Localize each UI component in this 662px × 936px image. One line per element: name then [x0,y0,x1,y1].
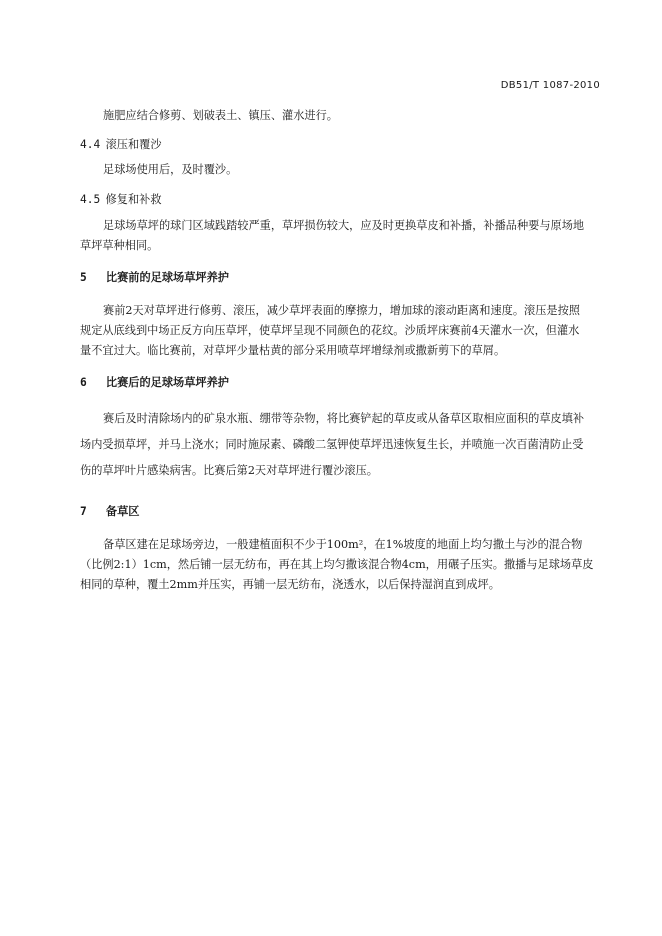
paragraph-line: 备草区建在足球场旁边，一般建植面积不少于100m²，在1%坡度的地面上均匀撒土与沙的混合物 [103,538,583,551]
section-heading-6 [80,374,229,390]
paragraph-line: 赛后及时清除场内的矿泉水瓶、绷带等杂物，将比赛铲起的草皮或从备草区取相应面积的草皮填补 [103,412,585,425]
section-heading-7 [80,503,139,519]
section-title: 滚压和覆沙 [105,138,162,151]
paragraph-line: 规定从底线到中场正反方向压草坪，使草坪呈现不同颜色的花纹。沙质坪床赛前4天灌水一次，但灌水 [80,324,580,337]
section-title: 比赛后的足球场草坪养护 [105,376,229,389]
paragraph-line: 量不宜过大。临比赛前，对草坪少量枯黄的部分采用喷草坪增绿剂或撒新剪下的草屑。 [80,344,506,357]
paragraph-line: 足球场使用后，及时覆沙。 [103,163,238,176]
paragraph-line: 赛前2天对草坪进行修剪、滚压，减少草坪表面的摩擦力，增加球的滚动距离和速度。滚压是按照 [103,304,580,317]
paragraph-line: 草坪草种相同。 [80,239,159,252]
paragraph-line: 相同的草种，覆土2mm并压实，再铺一层无纺布，浇透水，以后保持湿润直到成坪。 [80,578,500,591]
section-title: 备草区 [105,505,140,518]
section-number: 5 [80,271,87,284]
paragraph-line: 足球场草坪的球门区域践踏较严重，草坪损伤较大，应及时更换草皮和补播，补播品种要与原场地 [103,219,585,232]
section-title: 修复和补救 [105,193,162,206]
section-heading-5 [80,269,229,285]
section-heading-4-5 [80,191,162,207]
section-title: 比赛前的足球场草坪养护 [105,271,229,284]
paragraph-line: 场内受损草坪，并马上浇水；同时施尿素、磷酸二氢钾使草坪迅速恢复生长，并喷施一次百菌清防止受 [80,438,584,451]
section-number: 4.4 [80,138,101,151]
document-code: DB51/T 1087-2010 [500,80,600,91]
section-number: 7 [80,505,87,518]
paragraph-line: 施肥应结合修剪、划破表土、镇压、灌水进行。 [103,109,338,122]
section-number: 4.5 [80,193,101,206]
section-heading-4-4 [80,136,162,152]
paragraph-line: 伤的草坪叶片感染病害。比赛后第2天对草坪进行覆沙滚压。 [80,464,378,477]
section-number: 6 [80,376,87,389]
paragraph-line: （比例2:1）1cm，然后铺一层无纺布，再在其上均匀撒该混合物4cm，用碾子压实。撒播与足球场草皮 [80,558,594,571]
